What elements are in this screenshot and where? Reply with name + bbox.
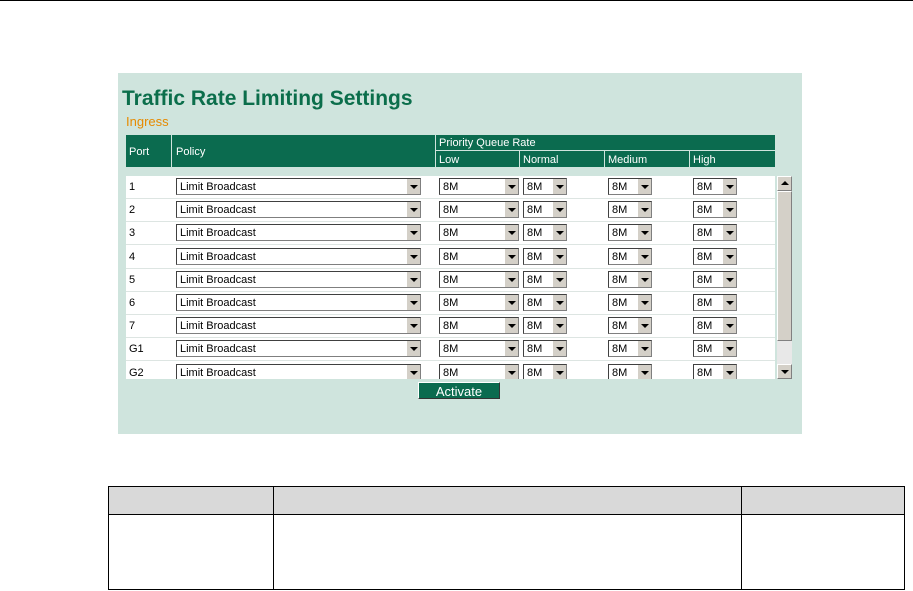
activate-button[interactable]: Activate: [418, 382, 500, 399]
chevron-down-icon[interactable]: [722, 318, 736, 333]
header-port: Port: [129, 146, 150, 158]
high-rate-select[interactable]: [693, 201, 737, 218]
high-rate-select-value: 8M: [697, 297, 713, 309]
policy-select-value: Limit Broadcast: [180, 181, 256, 193]
low-rate-select-value: 8M: [443, 320, 459, 333]
policy-select[interactable]: [176, 271, 421, 288]
chevron-down-icon[interactable]: [637, 249, 651, 264]
low-rate-select[interactable]: [439, 224, 519, 241]
table-row: [126, 362, 775, 379]
policy-select-value: Limit Broadcast: [180, 204, 256, 217]
chevron-down-icon[interactable]: [504, 318, 518, 333]
vertical-scrollbar[interactable]: [777, 176, 792, 379]
port-label: 3: [129, 227, 136, 240]
chevron-down-icon[interactable]: [504, 341, 518, 356]
low-rate-select[interactable]: [439, 340, 519, 357]
normal-rate-select[interactable]: [523, 201, 567, 218]
chevron-down-icon[interactable]: [406, 272, 420, 287]
chevron-down-icon[interactable]: [406, 202, 420, 217]
normal-rate-select[interactable]: [523, 178, 567, 195]
port-label: 4: [129, 250, 136, 263]
doc-table-header: [109, 487, 904, 515]
high-rate-select-value: 8M: [697, 320, 713, 333]
policy-select[interactable]: [176, 294, 421, 311]
header-medium: Medium: [608, 154, 648, 166]
header-divider-horizontal: [436, 150, 775, 151]
normal-rate-select-value: 8M: [527, 343, 543, 356]
low-rate-select[interactable]: [439, 317, 519, 334]
normal-rate-select[interactable]: [523, 271, 567, 288]
doc-table-divider-2: [741, 487, 742, 589]
low-rate-select[interactable]: [439, 364, 519, 379]
low-rate-select-value: 8M: [443, 250, 459, 263]
chevron-down-icon[interactable]: [552, 365, 566, 379]
high-rate-select[interactable]: [693, 340, 737, 357]
medium-rate-select-value: 8M: [612, 343, 628, 356]
chevron-down-icon[interactable]: [504, 225, 518, 240]
port-label: 2: [129, 204, 136, 217]
chevron-down-icon[interactable]: [722, 272, 736, 287]
header-divider-medium: [689, 151, 690, 167]
table-header: [126, 135, 775, 167]
policy-select-value: Limit Broadcast: [180, 343, 256, 356]
low-rate-select-value: 8M: [443, 343, 459, 356]
chevron-down-icon[interactable]: [552, 341, 566, 356]
low-rate-select-value: 8M: [443, 273, 459, 286]
port-label: 7: [129, 320, 136, 333]
policy-select[interactable]: [176, 178, 421, 195]
low-rate-select-value: 8M: [443, 204, 459, 217]
port-label: 1: [129, 181, 136, 193]
medium-rate-select-value: 8M: [612, 227, 628, 240]
chevron-down-icon[interactable]: [552, 249, 566, 264]
chevron-down-icon[interactable]: [406, 179, 420, 194]
normal-rate-select-value: 8M: [527, 204, 543, 217]
medium-rate-select[interactable]: [608, 271, 652, 288]
chevron-down-icon[interactable]: [637, 365, 651, 379]
high-rate-select[interactable]: [693, 178, 737, 195]
header-divider-normal: [604, 151, 605, 167]
chevron-down-icon[interactable]: [504, 202, 518, 217]
chevron-down-icon[interactable]: [722, 365, 736, 379]
chevron-down-icon[interactable]: [552, 272, 566, 287]
table-row: [126, 315, 775, 338]
chevron-down-icon[interactable]: [552, 225, 566, 240]
table-row: [126, 222, 775, 245]
header-divider-low: [519, 151, 520, 167]
high-rate-select-value: 8M: [697, 366, 713, 379]
high-rate-select-value: 8M: [697, 181, 713, 193]
normal-rate-select-value: 8M: [527, 250, 543, 263]
policy-select[interactable]: [176, 364, 421, 379]
chevron-down-icon[interactable]: [504, 365, 518, 379]
medium-rate-select[interactable]: [608, 340, 652, 357]
scroll-down-icon[interactable]: [777, 364, 792, 379]
normal-rate-select[interactable]: [523, 294, 567, 311]
chevron-down-icon[interactable]: [504, 272, 518, 287]
chevron-down-icon[interactable]: [406, 249, 420, 264]
normal-rate-select-value: 8M: [527, 227, 543, 240]
medium-rate-select-value: 8M: [612, 273, 628, 286]
high-rate-select[interactable]: [693, 224, 737, 241]
chevron-down-icon[interactable]: [406, 318, 420, 333]
chevron-down-icon[interactable]: [552, 202, 566, 217]
port-rows-list[interactable]: [126, 176, 775, 379]
chevron-down-icon[interactable]: [637, 341, 651, 356]
scroll-thumb[interactable]: [777, 191, 792, 341]
policy-select[interactable]: [176, 201, 421, 218]
normal-rate-select-value: 8M: [527, 181, 543, 193]
header-low: Low: [439, 154, 460, 166]
table-row: [126, 269, 775, 292]
high-rate-select-value: 8M: [697, 273, 713, 286]
medium-rate-select[interactable]: [608, 364, 652, 379]
medium-rate-select[interactable]: [608, 317, 652, 334]
low-rate-select-value: 8M: [443, 181, 459, 193]
policy-select-value: Limit Broadcast: [180, 297, 256, 309]
chevron-down-icon[interactable]: [637, 179, 651, 194]
chevron-down-icon[interactable]: [722, 225, 736, 240]
port-label: 5: [129, 273, 136, 286]
chevron-down-icon[interactable]: [552, 295, 566, 310]
normal-rate-select-value: 8M: [527, 297, 543, 309]
doc-table: [108, 486, 905, 590]
port-label: G2: [129, 366, 144, 379]
low-rate-select[interactable]: [439, 178, 519, 195]
table-row: [126, 338, 775, 361]
normal-rate-select-value: 8M: [527, 320, 543, 333]
normal-rate-select[interactable]: [523, 364, 567, 379]
top-rule: [0, 0, 913, 1]
chevron-down-icon[interactable]: [504, 249, 518, 264]
medium-rate-select[interactable]: [608, 201, 652, 218]
high-rate-select-value: 8M: [697, 343, 713, 356]
chevron-down-icon[interactable]: [406, 365, 420, 379]
low-rate-select[interactable]: [439, 201, 519, 218]
low-rate-select[interactable]: [439, 248, 519, 265]
chevron-down-icon[interactable]: [406, 225, 420, 240]
policy-select[interactable]: [176, 224, 421, 241]
chevron-down-icon[interactable]: [504, 295, 518, 310]
normal-rate-select[interactable]: [523, 340, 567, 357]
medium-rate-select-value: 8M: [612, 320, 628, 333]
table-row: [126, 199, 775, 222]
medium-rate-select-value: 8M: [612, 366, 628, 379]
high-rate-select[interactable]: [693, 248, 737, 265]
chevron-down-icon[interactable]: [722, 295, 736, 310]
page-title: Traffic Rate Limiting Settings: [122, 87, 413, 110]
policy-select-value: Limit Broadcast: [180, 366, 256, 379]
high-rate-select-value: 8M: [697, 250, 713, 263]
header-policy: Policy: [176, 146, 206, 158]
chevron-down-icon[interactable]: [722, 179, 736, 194]
normal-rate-select[interactable]: [523, 248, 567, 265]
table-row: [126, 292, 775, 315]
low-rate-select-value: 8M: [443, 227, 459, 240]
low-rate-select[interactable]: [439, 271, 519, 288]
medium-rate-select-value: 8M: [612, 297, 628, 309]
high-rate-select-value: 8M: [697, 227, 713, 240]
header-divider-port: [171, 135, 172, 167]
high-rate-select-value: 8M: [697, 204, 713, 217]
header-priority-queue-rate: Priority Queue Rate: [439, 137, 536, 149]
medium-rate-select-value: 8M: [612, 181, 628, 193]
policy-select-value: Limit Broadcast: [180, 320, 256, 333]
table-row: [126, 176, 775, 199]
normal-rate-select[interactable]: [523, 224, 567, 241]
chevron-down-icon[interactable]: [637, 295, 651, 310]
policy-select[interactable]: [176, 317, 421, 334]
normal-rate-select-value: 8M: [527, 273, 543, 286]
low-rate-select-value: 8M: [443, 366, 459, 379]
policy-select-value: Limit Broadcast: [180, 227, 256, 240]
chevron-down-icon[interactable]: [504, 179, 518, 194]
high-rate-select[interactable]: [693, 294, 737, 311]
low-rate-select[interactable]: [439, 294, 519, 311]
medium-rate-select[interactable]: [608, 248, 652, 265]
chevron-down-icon[interactable]: [637, 272, 651, 287]
high-rate-select[interactable]: [693, 364, 737, 379]
chevron-down-icon[interactable]: [722, 341, 736, 356]
policy-select[interactable]: [176, 340, 421, 357]
policy-select-value: Limit Broadcast: [180, 250, 256, 263]
medium-rate-select-value: 8M: [612, 250, 628, 263]
policy-select[interactable]: [176, 248, 421, 265]
port-label: 6: [129, 297, 136, 309]
chevron-down-icon[interactable]: [722, 202, 736, 217]
low-rate-select-value: 8M: [443, 297, 459, 309]
port-label: G1: [129, 343, 144, 356]
header-divider-policy: [435, 135, 436, 167]
high-rate-select[interactable]: [693, 317, 737, 334]
medium-rate-select[interactable]: [608, 224, 652, 241]
header-high: High: [693, 154, 716, 166]
chevron-down-icon[interactable]: [637, 225, 651, 240]
chevron-down-icon[interactable]: [552, 179, 566, 194]
high-rate-select[interactable]: [693, 271, 737, 288]
policy-select-value: Limit Broadcast: [180, 273, 256, 286]
settings-panel: [118, 73, 802, 434]
table-row: [126, 246, 775, 269]
header-normal: Normal: [523, 154, 559, 166]
chevron-down-icon[interactable]: [406, 341, 420, 356]
medium-rate-select[interactable]: [608, 294, 652, 311]
scroll-up-icon[interactable]: [777, 176, 792, 191]
normal-rate-select[interactable]: [523, 317, 567, 334]
doc-table-divider-1: [273, 487, 274, 589]
medium-rate-select[interactable]: [608, 178, 652, 195]
chevron-down-icon[interactable]: [552, 318, 566, 333]
section-subtitle: Ingress: [126, 114, 169, 129]
chevron-down-icon[interactable]: [722, 249, 736, 264]
medium-rate-select-value: 8M: [612, 204, 628, 217]
normal-rate-select-value: 8M: [527, 366, 543, 379]
chevron-down-icon[interactable]: [637, 318, 651, 333]
chevron-down-icon[interactable]: [406, 295, 420, 310]
chevron-down-icon[interactable]: [637, 202, 651, 217]
